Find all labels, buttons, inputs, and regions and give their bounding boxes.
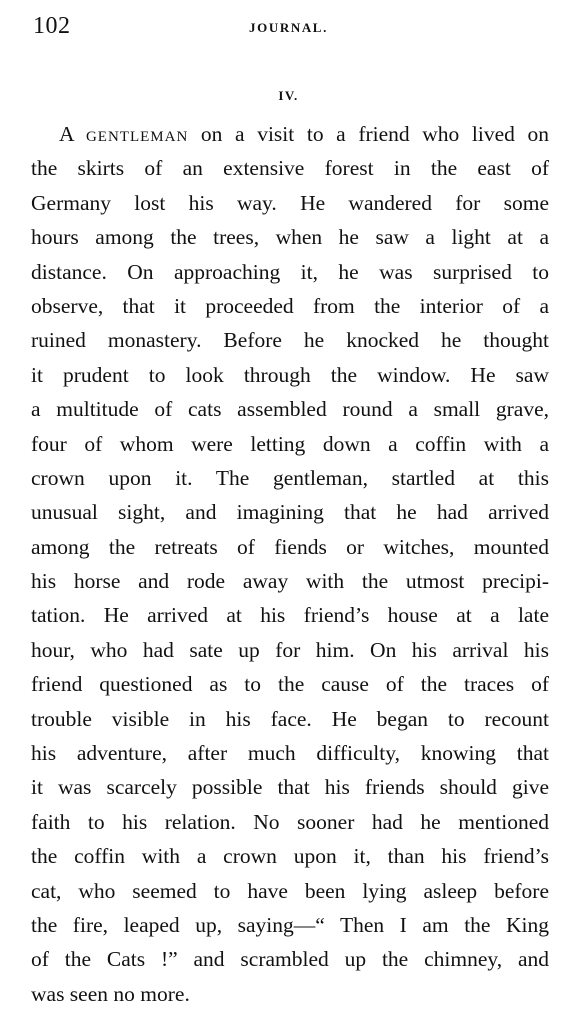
- line-text: on a visit to a friend who lived on: [200, 122, 550, 146]
- section-number: IV.: [278, 88, 299, 103]
- story-paragraph: [31, 117, 549, 1011]
- paragraph-line: of the Cats !” and scrambled up the chimney, and: [31, 947, 549, 972]
- paragraph-line: unusual sight, and imagining that he had arrived: [31, 500, 549, 525]
- paragraph-line: was seen no more.: [31, 981, 190, 1006]
- paragraph-line: [31, 117, 549, 151]
- paragraph-line: friend questioned as to the cause of the traces of: [31, 672, 549, 697]
- paragraph-line: faith to his relation. No sooner had he mentioned: [31, 809, 549, 834]
- paragraph-line: trouble visible in his face. He began to recount: [31, 706, 549, 731]
- paragraph-line: crown upon it. The gentleman, startled at this: [31, 465, 549, 490]
- paragraph-line: ruined monastery. Before he knocked he thought: [31, 328, 549, 353]
- opening-letter: A: [59, 122, 74, 146]
- paragraph-line: four of whom were letting down a coffin with a: [31, 431, 549, 456]
- paragraph-line: hour, who had sate up for him. On his arrival his: [31, 637, 549, 662]
- paragraph-line: it was scarcely possible that his friends should give: [31, 775, 549, 800]
- paragraph-line: a multitude of cats assembled round a small grave,: [31, 397, 549, 422]
- paragraph-line: his adventure, after much difficulty, knowing that: [31, 741, 549, 766]
- paragraph-line: distance. On approaching it, he was surprised to: [31, 259, 549, 284]
- paragraph-line: tation. He arrived at his friend’s house at a late: [31, 603, 549, 628]
- paragraph-line: hours among the trees, when he saw a light at a: [31, 225, 549, 250]
- paragraph-line: it prudent to look through the window. He saw: [31, 362, 549, 387]
- paragraph-line: cat, who seemed to have been lying asleep before: [31, 878, 549, 903]
- paragraph-line: observe, that it proceeded from the interior of a: [31, 293, 549, 318]
- running-head: JOURNAL.: [249, 20, 328, 35]
- paragraph-line: Germany lost his way. He wandered for some: [31, 190, 549, 215]
- paragraph-line: the skirts of an extensive forest in the east of: [31, 156, 549, 181]
- paragraph-line: his horse and rode away with the utmost precipi-: [31, 569, 549, 594]
- paragraph-line: among the retreats of fiends or witches, mounted: [31, 534, 549, 559]
- opening-small-caps: GENTLEMAN: [85, 129, 189, 145]
- paragraph-line: the coffin with a crown upon it, than his friend’s: [31, 844, 549, 869]
- page-number: 102: [33, 13, 71, 39]
- paragraph-line: the fire, leaped up, saying—“ Then I am the King: [31, 912, 549, 937]
